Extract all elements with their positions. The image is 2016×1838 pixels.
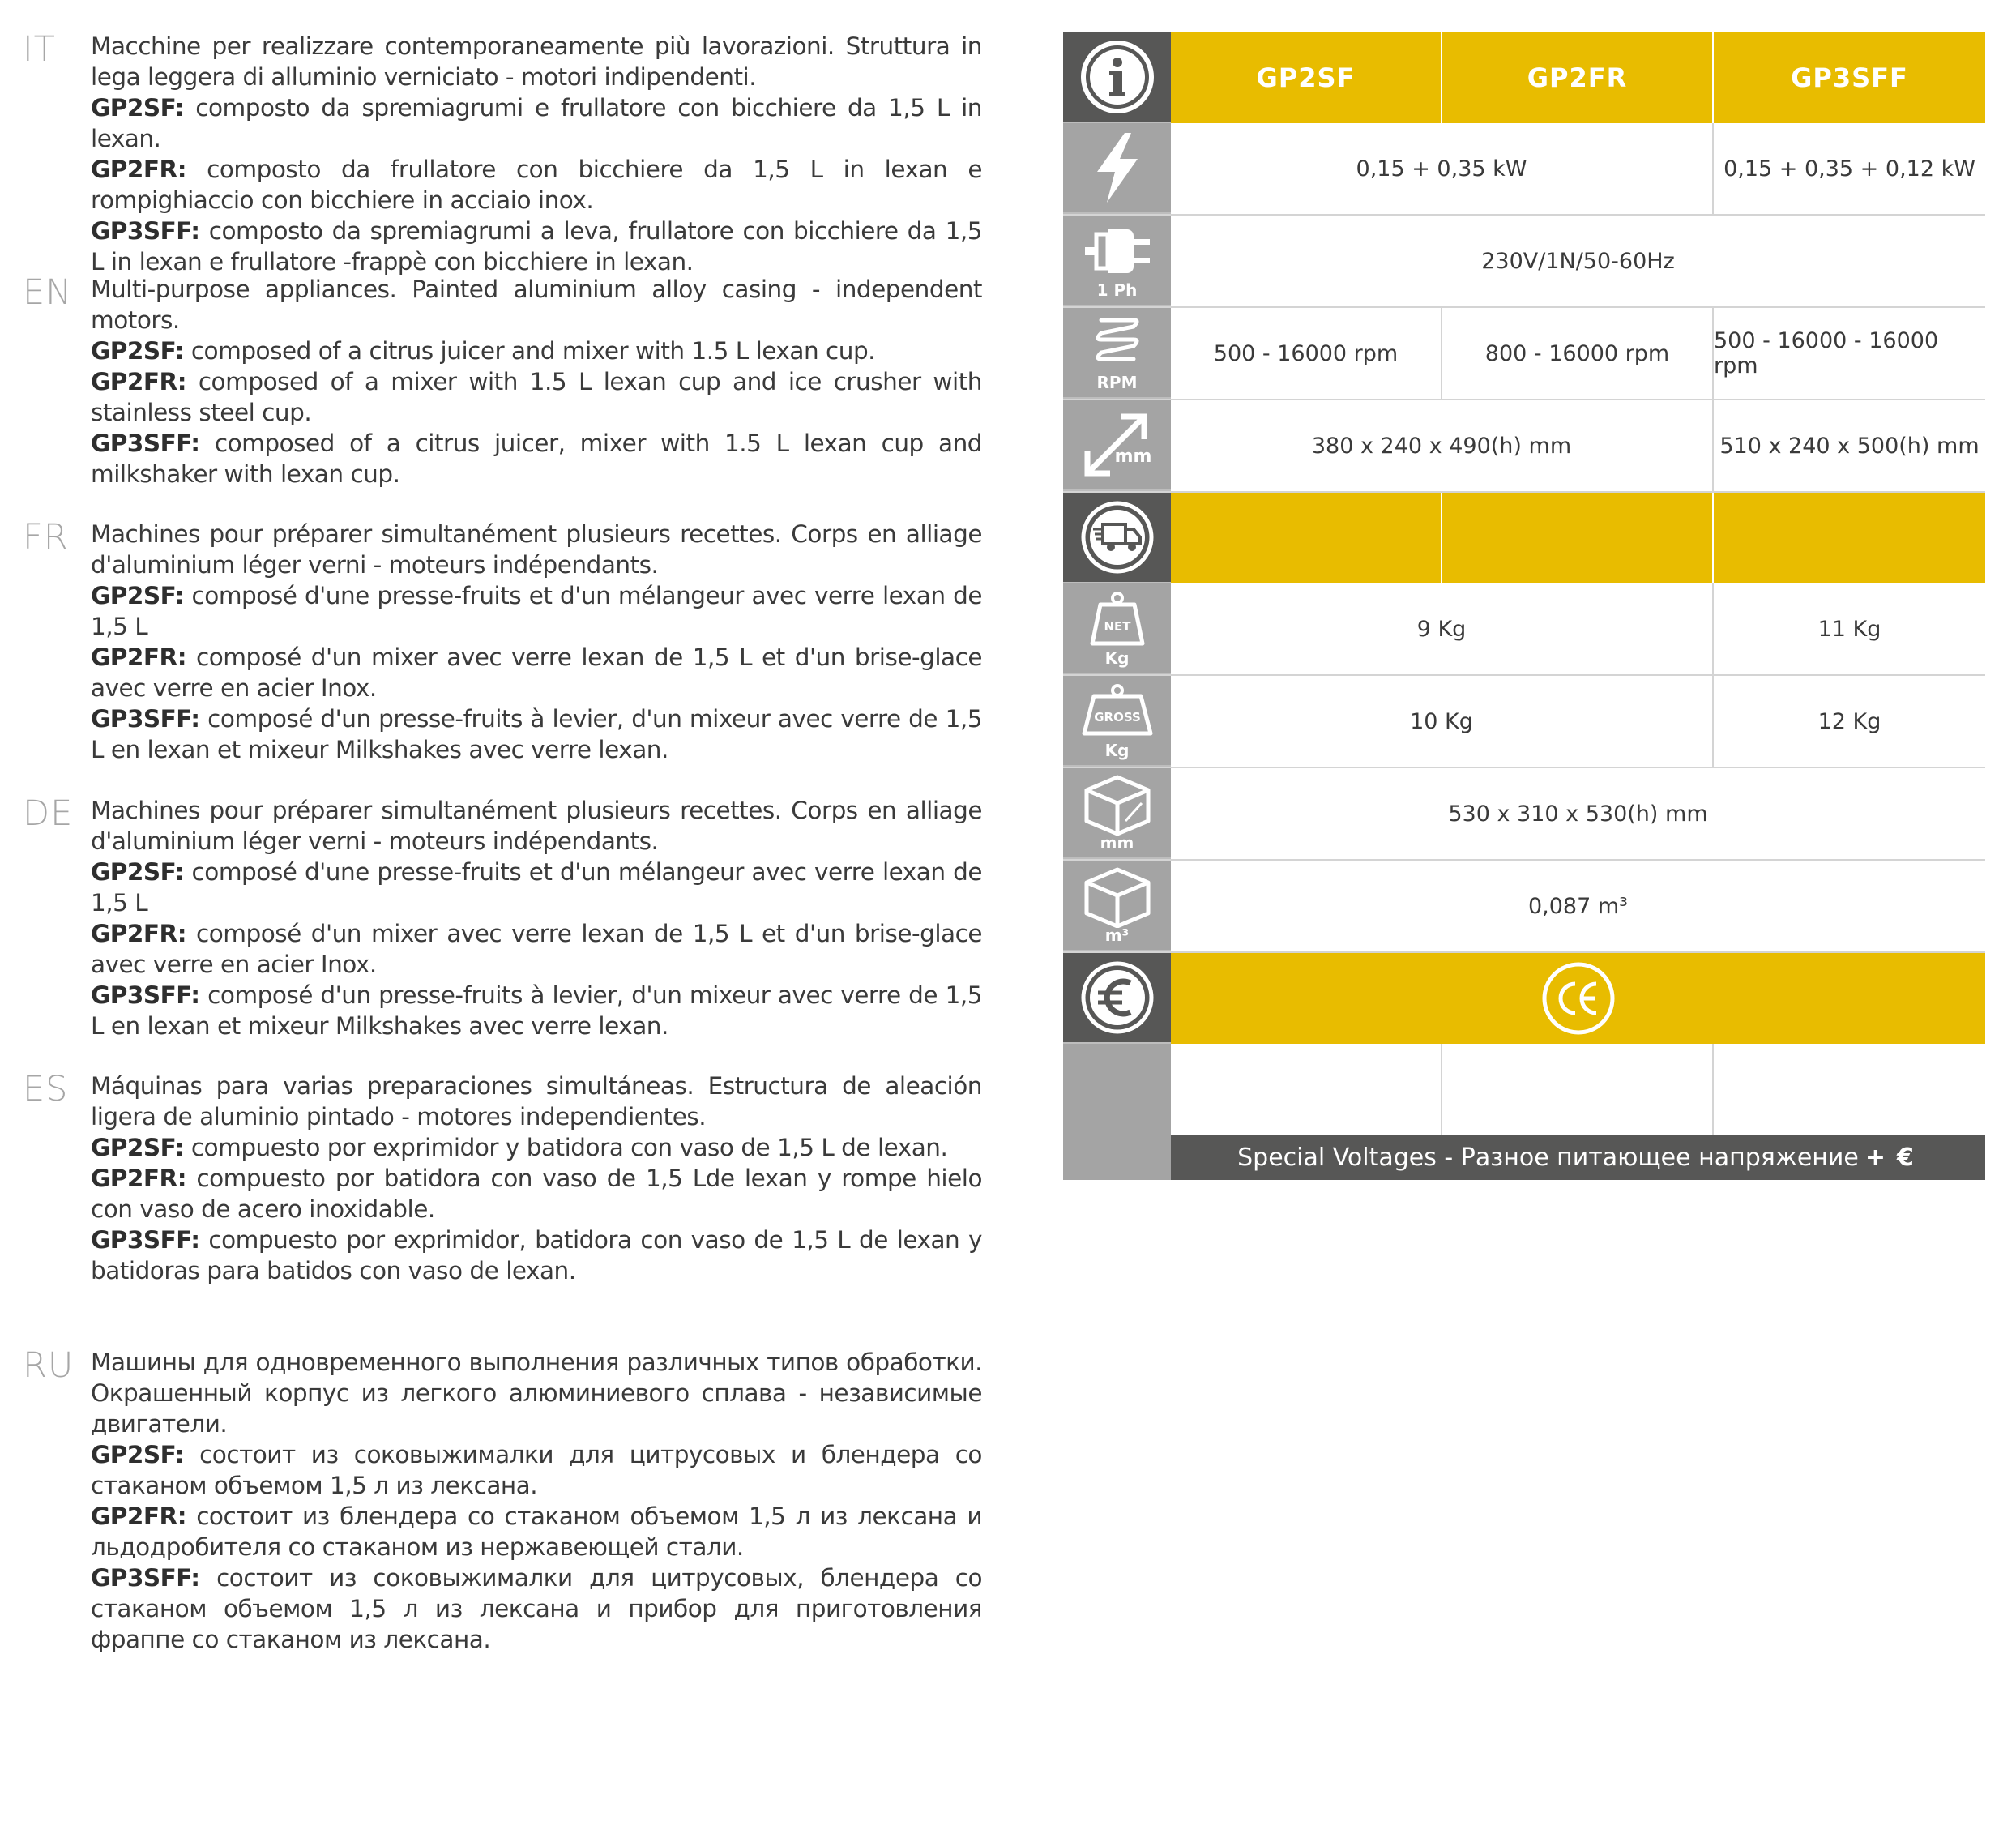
rpm-row [1063, 308, 1985, 400]
dimensions-icon-label: mm [1114, 447, 1152, 467]
language-code: DE [23, 793, 74, 834]
description-paragraph [91, 1225, 982, 1286]
paragraph-text: состоит из блендера со стаканом объемом 1,5 л из лексана и льдодробителя со стаканом из нержавеющей стали. [91, 1502, 982, 1561]
dimensions-gp3sff: 510 x 240 x 500(h) mm [1719, 433, 1980, 459]
package-size-value: 530 x 310 x 530(h) mm [1448, 801, 1708, 827]
net-weight-gp2: 9 Kg [1171, 583, 1714, 674]
voltage-value: 230V/1N/50-60Hz [1481, 248, 1675, 274]
info-icon [1078, 38, 1156, 116]
model-label: GP2SF: [91, 858, 184, 886]
model-label: GP3SFF: [91, 981, 200, 1009]
description-paragraph [91, 1163, 982, 1225]
language-code: FR [23, 517, 69, 558]
description-paragraph [91, 580, 982, 642]
paragraph-text: Machines pour préparer simultanément plusieurs recettes. Corps en alliage d'aluminium léger verni - moteurs indépendants. [91, 797, 982, 855]
model-label: GP2SF: [91, 1134, 184, 1161]
language-code: RU [23, 1345, 75, 1386]
gross-weight-icon-cell [1063, 676, 1171, 767]
euro-sign: € [1897, 1143, 1914, 1172]
paragraph-text: compuesto por exprimidor, batidora con vaso de 1,5 L de lexan y batidoras para batidos con vaso de lexan. [91, 1226, 982, 1284]
info-icon-cell [1063, 32, 1171, 123]
model-label: GP3SFF: [91, 430, 200, 457]
description-paragraph [91, 642, 982, 703]
paragraph-text: composé d'une presse-fruits et d'un mélangeur avec verre lexan de 1,5 L [91, 582, 982, 640]
shipping-icon-cell [1063, 493, 1171, 583]
description-paragraph [91, 216, 982, 277]
power-gp2: 0,15 + 0,35 kW [1171, 123, 1714, 214]
description-paragraph [91, 336, 982, 366]
package-volume-value: 0,087 m³ [1527, 893, 1628, 919]
voltage-icon-label: 1 Ph [1096, 280, 1138, 300]
price-icon-cell [1063, 1044, 1171, 1135]
box-icon [1083, 774, 1151, 836]
price-gp2sf [1171, 1044, 1442, 1135]
model-label: GP2SF: [91, 1441, 184, 1468]
paragraph-text: compuesto por exprimidor y batidora con vaso de 1,5 L de lexan. [183, 1134, 948, 1161]
description-paragraph [91, 519, 982, 580]
gross-weight-gp3sff: 12 Kg [1817, 708, 1881, 734]
power-gp3sff: 0,15 + 0,35 + 0,12 kW [1723, 156, 1975, 182]
paragraph-text: composé d'un mixer avec verre lexan de 1,5 L et d'un brise-glace avec verre en acier Inox. [91, 920, 982, 978]
lightning-icon [1089, 131, 1146, 204]
model-label: GP3SFF: [91, 217, 200, 245]
table-header-row [1063, 32, 1985, 123]
package-size-icon-cell [1063, 768, 1171, 859]
paragraph-text: composé d'un mixer avec verre lexan de 1,5 L et d'un brise-glace avec verre en acier Inox. [91, 643, 982, 702]
special-voltages-label: Special Voltages - Разное питающее напряжение [1237, 1143, 1859, 1172]
description-paragraph [91, 1071, 982, 1132]
paragraph-text: composé d'une presse-fruits et d'un mélangeur avec verre lexan de 1,5 L [91, 858, 982, 917]
voltage-icon-cell [1063, 216, 1171, 306]
package-volume-icon-cell [1063, 861, 1171, 951]
model-label: GP2SF: [91, 337, 184, 365]
svg-text:GROSS: GROSS [1093, 710, 1141, 725]
paragraph-text: composed of a citrus juicer, mixer with 1.5 L lexan cup and milkshaker with lexan cup. [91, 430, 982, 488]
model-label: GP2FR: [91, 920, 187, 947]
language-code: EN [23, 272, 73, 313]
model-label: GP2FR: [91, 1165, 187, 1192]
model-label: GP3SFF: [91, 705, 200, 733]
net-weight-gp3sff: 11 Kg [1817, 616, 1881, 642]
paragraph-text: composé d'un presse-fruits à levier, d'un mixeur avec verre de 1,5 L en lexan et mixeur Milkshakes avec verre lexan. [91, 705, 982, 763]
description-paragraph [91, 1132, 982, 1163]
model-header-gp2sf: GP2SF [1171, 32, 1442, 123]
description-text [91, 519, 982, 765]
description-text [91, 1071, 982, 1286]
shipping-header-gp3sff [1714, 493, 1985, 583]
package-size-row [1063, 768, 1985, 861]
description-paragraph [91, 1439, 982, 1501]
net-weight-row [1063, 583, 1985, 676]
plug-icon [1083, 223, 1151, 280]
price-header-row [1063, 953, 1985, 1044]
rpm-icon-cell [1063, 308, 1171, 399]
shipping-header-gp2fr [1442, 493, 1714, 583]
description-paragraph [91, 1562, 982, 1655]
box-icon [1083, 866, 1151, 928]
paragraph-text: Machines pour préparer simultanément plusieurs recettes. Corps en alliage d'aluminium léger verni - moteurs indépendants. [91, 520, 982, 579]
description-paragraph [91, 795, 982, 857]
description-text [91, 1347, 982, 1655]
svg-text:NET: NET [1103, 619, 1131, 634]
net-weight-icon-cell [1063, 583, 1171, 674]
power-row [1063, 123, 1985, 216]
paragraph-text: composto da spremiagrumi a leva, frullatore con bicchiere da 1,5 L in lexan e frullatore -frappè con bicchiere in lexan. [91, 217, 982, 276]
package-size-icon-label: mm [1100, 833, 1134, 853]
model-label: GP2FR: [91, 1502, 187, 1530]
rpm-gp2sf: 500 - 16000 rpm [1171, 308, 1442, 399]
description-paragraph [91, 366, 982, 428]
description-text [91, 31, 982, 277]
euro-icon [1078, 959, 1156, 1037]
description-paragraph [91, 1347, 982, 1439]
price-row [1063, 1044, 1985, 1135]
description-paragraph [91, 1501, 982, 1562]
price-gp3sff [1714, 1044, 1985, 1135]
model-label: GP3SFF: [91, 1564, 200, 1592]
description-paragraph [91, 274, 982, 336]
description-paragraph [91, 154, 982, 216]
power-icon-cell [1063, 123, 1171, 214]
language-code: ES [23, 1069, 69, 1109]
paragraph-text: composto da frullatore con bicchiere da 1,5 L in lexan e rompighiaccio con bicchiere in acciaio inox. [91, 156, 982, 214]
spring-icon [1093, 315, 1142, 369]
description-paragraph [91, 857, 982, 918]
weight-icon [1081, 683, 1154, 737]
ce-mark-icon [1540, 960, 1617, 1037]
dimensions-icon-cell [1063, 400, 1171, 491]
model-header-gp2fr: GP2FR [1442, 32, 1714, 123]
paragraph-text: Máquinas para varias preparaciones simultáneas. Estructura de aleación ligera de aluminio pintado - motores independientes. [91, 1072, 982, 1131]
description-paragraph [91, 92, 982, 154]
weight-icon [1089, 590, 1146, 647]
paragraph-text: Машины для одновременного выполнения различных типов обработки. Окрашенный корпус из легкого алюминиевого сплава - независимые двигатели. [91, 1349, 982, 1438]
spec-table [1063, 32, 1985, 1180]
language-code: IT [23, 29, 56, 70]
special-voltages-text [1171, 1135, 1985, 1180]
net-weight-icon-label: Kg [1104, 648, 1130, 668]
paragraph-text: Multi-purpose appliances. Painted aluminium alloy casing - independent motors. [91, 276, 982, 334]
description-paragraph [91, 31, 982, 92]
description-paragraph [91, 703, 982, 765]
paragraph-text: состоит из соковыжималки для цитрусовых, блендера со стаканом объемом 1,5 л из лексана и прибор для приготовления фраппе со стаканом из лексана. [91, 1564, 982, 1653]
description-text [91, 795, 982, 1041]
model-label: GP2SF: [91, 582, 184, 609]
rpm-gp2fr: 800 - 16000 rpm [1442, 308, 1714, 399]
paragraph-text: compuesto por batidora con vaso de 1,5 Lde lexan y rompe hielo con vaso de acero inoxidable. [91, 1165, 982, 1223]
paragraph-text: composto da spremiagrumi e frullatore con bicchiere da 1,5 L in lexan. [91, 94, 982, 152]
footer-icon-cell [1063, 1135, 1171, 1180]
euro-icon-cell [1063, 953, 1171, 1044]
model-label: GP2FR: [91, 368, 187, 395]
dimensions-row [1063, 400, 1985, 493]
rpm-gp3sff: 500 - 16000 - 16000 rpm [1714, 328, 1939, 378]
special-voltages-footer [1063, 1135, 1985, 1180]
description-paragraph [91, 980, 982, 1041]
description-paragraph [91, 918, 982, 980]
dimensions-arrow-icon [1081, 410, 1154, 480]
paragraph-text: composed of a citrus juicer and mixer with 1.5 L lexan cup. [183, 337, 876, 365]
gross-weight-row [1063, 676, 1985, 768]
gross-weight-gp2: 10 Kg [1171, 676, 1714, 767]
package-volume-row [1063, 861, 1985, 953]
rpm-icon-label: RPM [1096, 373, 1138, 392]
model-label: GP2SF: [91, 94, 184, 122]
model-label: GP3SFF: [91, 1226, 200, 1254]
delivery-truck-icon [1078, 498, 1156, 576]
model-header-gp3sff: GP3SFF [1791, 62, 1908, 93]
voltage-row [1063, 216, 1985, 308]
paragraph-text: состоит из соковыжималки для цитрусовых и блендера со стаканом объемом 1,5 л из лексана. [91, 1441, 982, 1499]
description-text [91, 274, 982, 489]
plus-sign: + [1864, 1143, 1886, 1172]
model-label: GP2FR: [91, 156, 187, 183]
dimensions-gp2: 380 x 240 x 490(h) mm [1171, 400, 1714, 491]
paragraph-text: Macchine per realizzare contemporaneamente più lavorazioni. Struttura in lega leggera di alluminio verniciato - motori indipendenti. [91, 32, 982, 91]
shipping-header-gp2sf [1171, 493, 1442, 583]
paragraph-text: composed of a mixer with 1.5 L lexan cup and ice crusher with stainless steel cup. [91, 368, 982, 426]
description-paragraph [91, 428, 982, 489]
paragraph-text: composé d'un presse-fruits à levier, d'un mixeur avec verre de 1,5 L en lexan et mixeur Milkshakes avec verre lexan. [91, 981, 982, 1040]
price-gp2fr [1442, 1044, 1714, 1135]
model-label: GP2FR: [91, 643, 187, 671]
gross-weight-icon-label: Kg [1104, 741, 1130, 760]
shipping-header-row [1063, 493, 1985, 583]
package-volume-icon-label: m³ [1104, 925, 1130, 945]
